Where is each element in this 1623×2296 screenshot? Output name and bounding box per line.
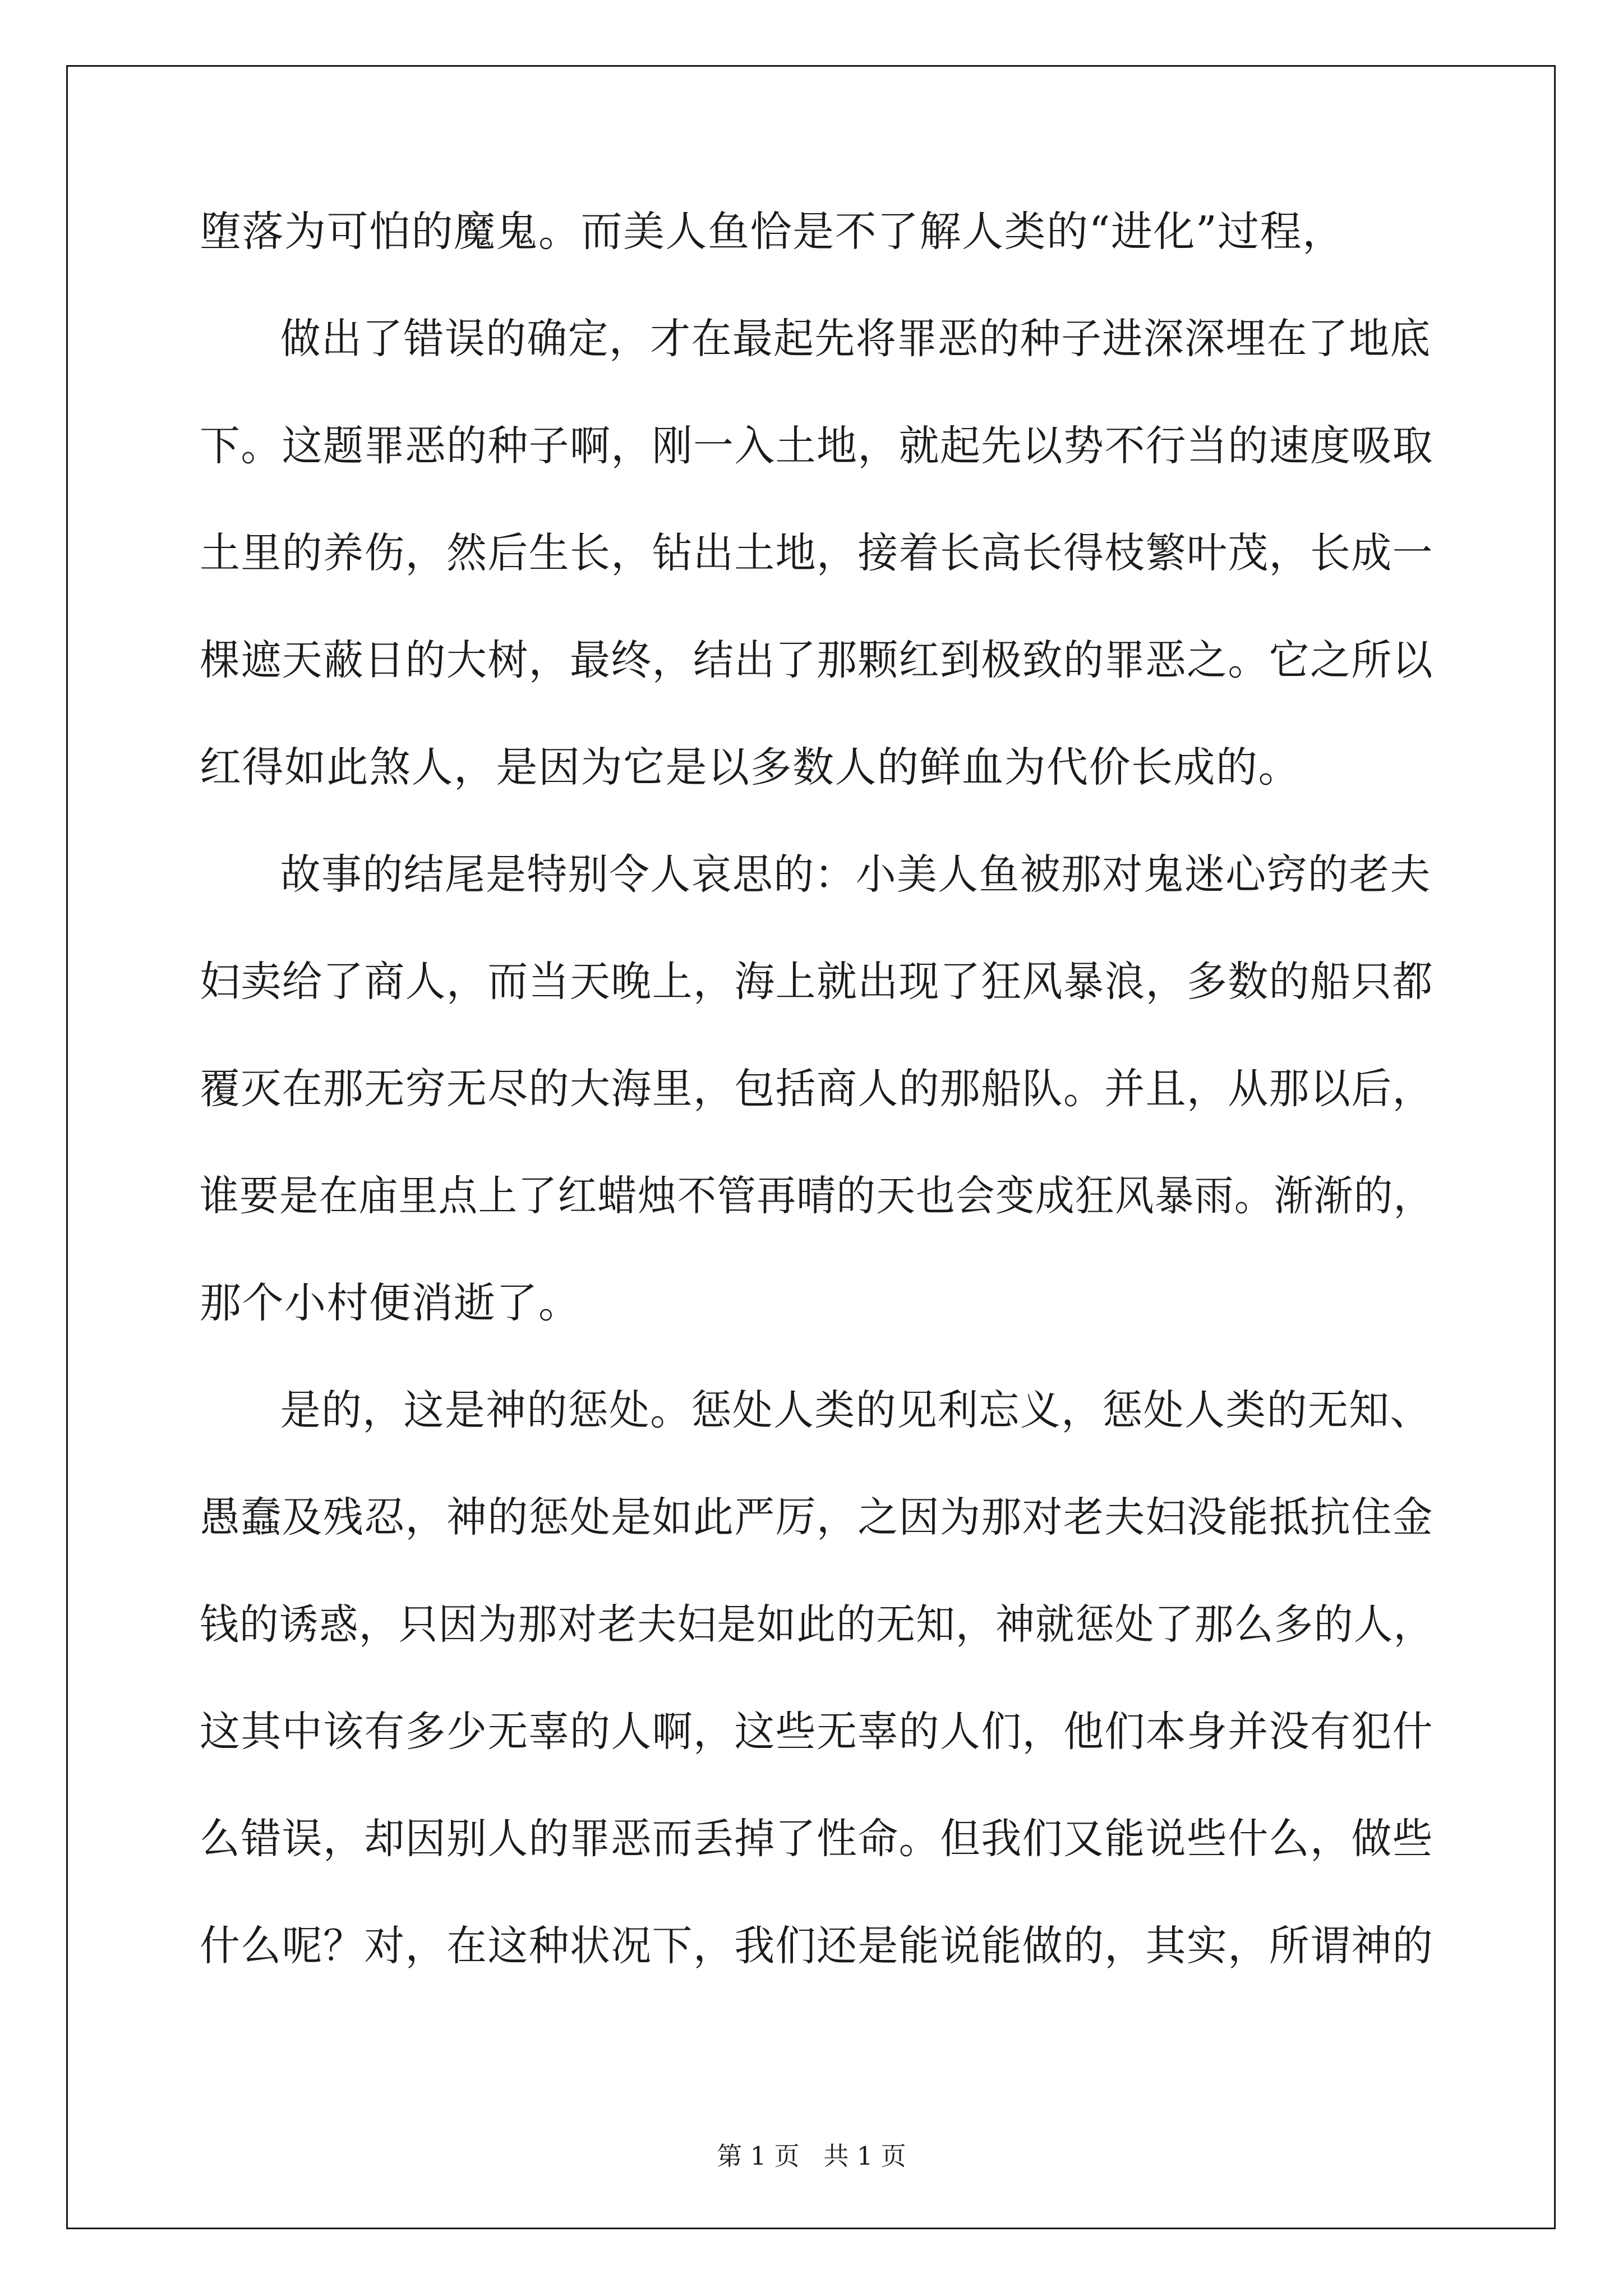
text-line: 红得如此煞人，是因为它是以多数人的鲜血为代价长成的。 (200, 743, 1301, 792)
page-number-footer: 第 1 页 共 1 页 (717, 2141, 906, 2171)
text-line: 堕落为可怕的魔鬼。而美人鱼恰是不了解人类的“进化”过程， (200, 208, 1345, 256)
text-line: 下。这题罪恶的种子啊，刚一入土地，就起先以势不行当的速度吸取 (200, 422, 1433, 470)
text-line: 覆灭在那无穷无尽的大海里，包括商人的那船队。并且，从那以后， (200, 1065, 1433, 1113)
text-line: 那个小村便消逝了。 (200, 1279, 581, 1327)
text-line: 什么呢？对，在这种状况下，我们还是能说能做的，其实，所谓神的 (200, 1922, 1433, 1970)
text-line: 谁要是在庙里点上了红蜡烛不管再晴的天也会变成狂风暴雨。渐渐的， (200, 1172, 1433, 1220)
text-line: 是的，这是神的惩处。惩处人类的见利忘义，惩处人类的无知、 (280, 1386, 1431, 1434)
text-line: 做出了错误的确定，才在最起先将罪恶的种子进深深埋在了地底 (280, 315, 1431, 363)
text-line: 愚蠢及残忍，神的惩处是如此严厉，之因为那对老夫妇没能抵抗住金 (200, 1493, 1433, 1542)
text-line: 这其中该有多少无辜的人啊，这些无辜的人们，他们本身并没有犯什 (200, 1708, 1433, 1756)
text-line: 钱的诱惑，只因为那对老夫妇是如此的无知，神就惩处了那么多的人， (200, 1600, 1433, 1649)
text-line: 么错误，却因别人的罪恶而丢掉了性命。但我们又能说些什么，做些 (200, 1815, 1433, 1863)
text-line: 土里的养伤，然后生长，钻出土地，接着长高长得枝繁叶茂，长成一 (200, 529, 1433, 577)
document-body (200, 208, 1433, 2032)
text-line: 妇卖给了商人，而当天晚上，海上就出现了狂风暴浪，多数的船只都 (200, 958, 1433, 1006)
text-line: 故事的结尾是特别令人哀思的：小美人鱼被那对鬼迷心窍的老夫 (280, 850, 1431, 899)
text-line: 棵遮天蔽日的大树，最终，结出了那颗红到极致的罪恶之。它之所以 (200, 636, 1433, 684)
